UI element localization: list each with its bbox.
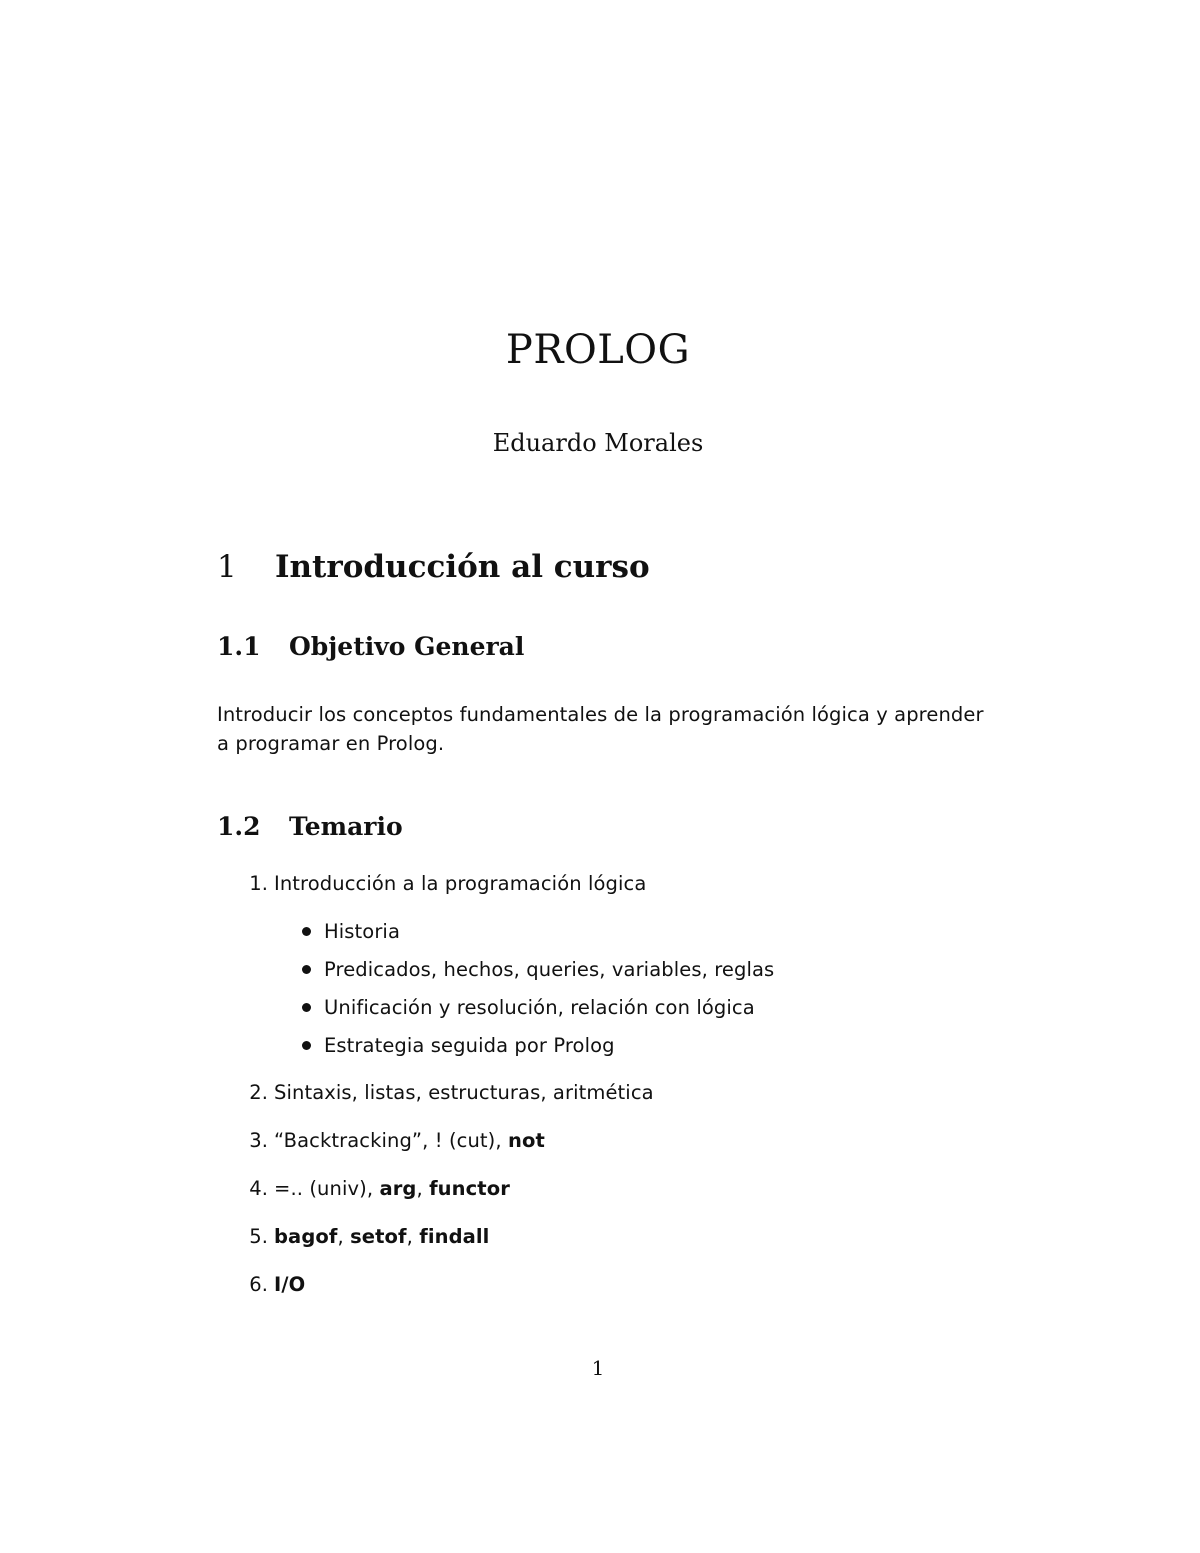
list-item [238,1174,510,1203]
list-item-keyword: not [507,1129,545,1152]
list-item-number: 6. [249,1273,268,1296]
list-item-separator: , [337,1225,351,1248]
list-item-keyword: bagof [274,1225,338,1248]
document-title: PROLOG [505,327,691,373]
document-author: Eduardo Morales [492,429,704,457]
list-item [238,1126,545,1155]
list-item [238,1078,654,1107]
list-item-number: 3. [249,1129,268,1152]
section-title: Introducción al curso [275,549,650,585]
list-item-text: Sintaxis, listas, estructuras, aritmética [274,1081,654,1104]
subsection-heading-temario [217,812,403,841]
page-number: 1 [591,1356,605,1380]
list-item-keyword: findall [419,1225,490,1248]
subsection-number: 1.2 [217,812,261,841]
list-item-number: 4. [249,1177,268,1200]
list-item-number: 2. [249,1081,268,1104]
list-item-separator: , [406,1225,420,1248]
list-item [238,869,646,898]
list-item-separator: , [416,1177,430,1200]
bullet-icon [302,927,311,936]
bullet-text: Estrategia seguida por Prolog [324,1034,615,1057]
subsection-heading-objetivo [217,632,524,661]
paragraph-line: Introducir los conceptos fundamentales de la programación lógica y aprender [217,703,984,726]
subsection-title: Objetivo General [289,632,525,661]
bullet-item [302,993,755,1022]
bullet-icon [302,1003,311,1012]
section-heading [217,549,650,585]
section-number: 1 [217,549,237,585]
bullet-text: Historia [324,920,401,943]
bullet-item [302,1031,615,1060]
bullet-icon [302,965,311,974]
subsection-number: 1.1 [217,632,261,661]
bullet-item [302,917,400,946]
list-item-number: 5. [249,1225,268,1248]
list-item [238,1222,489,1251]
bullet-text: Unificación y resolución, relación con lógica [324,996,755,1019]
objective-paragraph [217,700,984,758]
list-item-text: “Backtracking”, ! (cut), [274,1129,508,1152]
list-item-text: Introducción a la programación lógica [274,872,647,895]
list-item-text: =.. (univ), [274,1177,380,1200]
list-item-keyword: arg [379,1177,417,1200]
list-item [238,1270,305,1299]
bullet-icon [302,1041,311,1050]
list-item-number: 1. [249,872,268,895]
list-item-keyword: I/O [274,1273,306,1296]
paragraph-line: a programar en Prolog. [217,732,445,755]
bullet-item [302,955,774,984]
bullet-text: Predicados, hechos, queries, variables, reglas [324,958,775,981]
list-item-keyword: functor [429,1177,510,1200]
list-item-keyword: setof [350,1225,407,1248]
subsection-title: Temario [289,812,403,841]
